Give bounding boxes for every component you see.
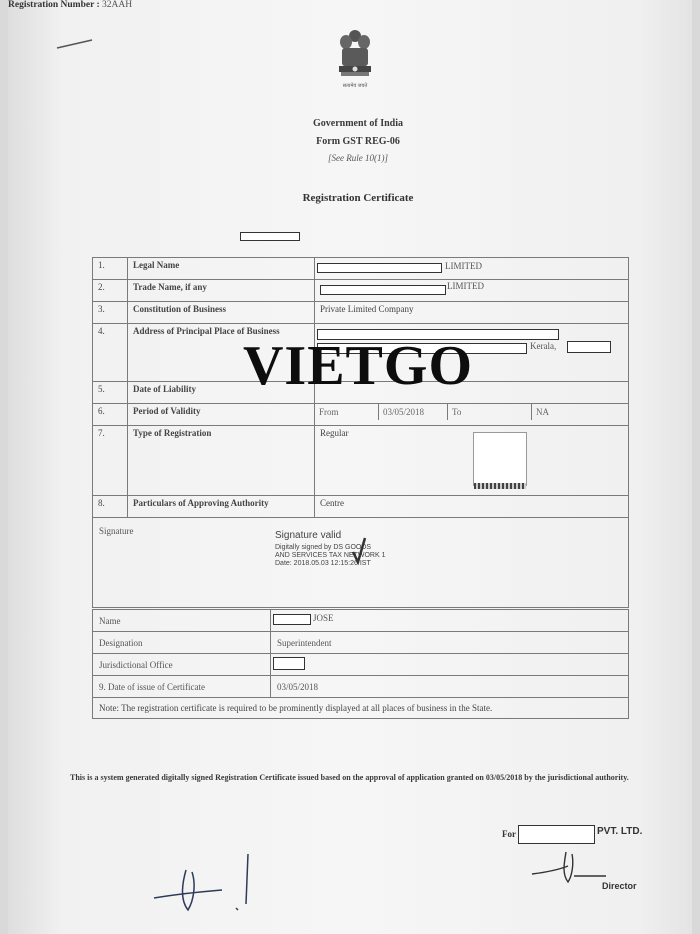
emblem-motto: सत्यमेव जयते	[342, 83, 368, 89]
signature-line: AND SERVICES TAX NETWORK 1	[275, 552, 386, 559]
trade-name-value: LIMITED	[447, 281, 484, 291]
to-label: To	[448, 404, 532, 420]
pen-mark	[56, 38, 94, 50]
to-value: NA	[536, 407, 549, 417]
qr-code	[473, 432, 527, 486]
registration-prefix: 32AAH	[102, 0, 133, 10]
national-emblem-icon	[333, 26, 377, 92]
redaction-box	[273, 614, 311, 625]
table-row	[93, 258, 629, 280]
system-generated-note: This is a system generated digitally signed Registration Certificate issued based on the approval of application granted on 03/05/2018 by the jurisdictional authority.	[70, 773, 629, 782]
signature-status: Signature valid	[275, 530, 342, 541]
row-number: 7.	[93, 426, 128, 496]
rule-reference: [See Rule 10(1)]	[328, 153, 388, 163]
officer-name-value: JOSE	[313, 613, 334, 623]
form-heading: Form GST REG-06	[316, 136, 400, 147]
row-number: 8.	[93, 496, 128, 518]
certificate-title: Registration Certificate	[302, 192, 414, 204]
row-label: Period of Validity	[128, 404, 315, 426]
table-row	[93, 496, 629, 518]
redaction-box	[273, 657, 305, 670]
designation-label: Designation	[93, 632, 271, 654]
legal-name-value: LIMITED	[445, 261, 482, 271]
table-row	[93, 280, 629, 302]
row-label: Type of Registration	[128, 426, 315, 496]
row-number: 1.	[93, 258, 128, 280]
table-row	[93, 632, 629, 654]
validity-table	[315, 404, 628, 420]
redaction-box	[317, 263, 442, 273]
redaction-box	[320, 285, 446, 295]
table-row	[93, 426, 629, 496]
row-label: Date of Liability	[128, 382, 315, 404]
row-label: Legal Name	[128, 258, 315, 280]
handwritten-signature	[148, 850, 268, 920]
signature-details	[275, 544, 385, 568]
government-heading: Government of India	[313, 118, 403, 129]
for-label: For	[502, 829, 516, 839]
checkmark-icon	[351, 536, 367, 566]
table-row	[93, 404, 629, 426]
row-label: Address of Principal Place of Business	[128, 324, 315, 382]
company-suffix: PVT. LTD.	[597, 826, 643, 837]
jurisdictional-office-label: Jurisdictional Office	[93, 654, 271, 676]
row-number: 4.	[93, 324, 128, 382]
validity-cell	[315, 404, 629, 426]
designation-value: Superintendent	[271, 632, 629, 654]
director-label: Director	[602, 881, 637, 891]
row-number: 3.	[93, 302, 128, 324]
officer-table	[92, 609, 629, 698]
row-number: 5.	[93, 382, 128, 404]
row-value	[315, 280, 629, 302]
from-label: From	[315, 404, 379, 420]
officer-name-cell	[271, 610, 629, 632]
registration-number	[8, 0, 692, 10]
row-label: Constitution of Business	[128, 302, 315, 324]
table-row	[93, 302, 629, 324]
signature-label: Signature	[99, 526, 134, 536]
redaction-box	[518, 825, 595, 844]
signature-line: Date: 2018.05.03 12:15:26 IST	[275, 560, 371, 567]
jurisdictional-office-cell	[271, 654, 629, 676]
display-note: Note: The registration certificate is required to be prominently displayed at all places of business in the State.	[92, 697, 629, 719]
registration-label: Registration Number :	[8, 0, 100, 10]
row-number: 6.	[93, 404, 128, 426]
approving-authority-value: Centre	[315, 496, 629, 518]
table-row	[93, 610, 629, 632]
row-label: Particulars of Approving Authority	[128, 496, 315, 518]
signature-box	[92, 516, 629, 608]
signature-line: Digitally signed by DS GOODS	[275, 544, 372, 551]
certificate-page	[8, 0, 692, 934]
row-number: 2.	[93, 280, 128, 302]
director-signature	[528, 846, 608, 888]
address-state-value: Kerala,	[530, 341, 557, 351]
issue-date-label: 9. Date of issue of Certificate	[93, 676, 271, 698]
constitution-value: Private Limited Company	[315, 302, 629, 324]
registration-type-value: Regular	[320, 428, 349, 438]
issue-date-value: 03/05/2018	[271, 676, 629, 698]
row-value	[315, 426, 629, 496]
from-date: 03/05/2018	[379, 404, 448, 420]
table-row	[93, 654, 629, 676]
digital-signature	[275, 530, 385, 568]
officer-name-label: Name	[93, 610, 271, 632]
watermark: VIETGO	[242, 335, 474, 397]
table-row	[93, 676, 629, 698]
row-label: Trade Name, if any	[128, 280, 315, 302]
redaction-box	[240, 232, 300, 241]
row-value	[315, 258, 629, 280]
